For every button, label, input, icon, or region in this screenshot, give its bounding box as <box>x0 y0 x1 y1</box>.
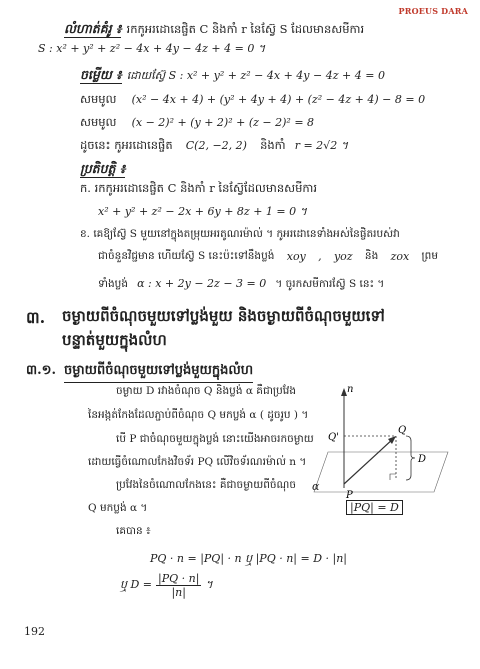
alpha-label: α <box>312 480 320 493</box>
formula-2-prefix: ឬ D = <box>120 577 153 591</box>
solution-line3-prefix: សមមូល <box>80 115 117 129</box>
body-p2-line2: ដោយធ្វើចំណោលកែងវិចទ័រ PQ លើវិចទ័រណរម៉ាល់ n ។ <box>88 456 307 468</box>
exercise-b-line3 <box>98 272 384 293</box>
plane-alpha <box>314 452 448 492</box>
body-p1-line2: នៃអង្កត់កែងដែលភ្ជាប់ពីចំណុច Q មកប្លង់ α ( ដូចរូប ) ។ <box>88 409 309 421</box>
section31-number: ៣.១. <box>26 363 56 378</box>
solution-eq1: ដោយស្វ៊ែ S : x² + y² + z² − 4x + 4y − 4z + 4 = 0 <box>126 69 385 82</box>
exercise-a-equation: x² + y² + z² − 2x + 6y + 8z + 1 = 0 ។ <box>98 205 307 218</box>
body-p3-line1: ប្រវែងនៃចំណោលកែងនេះ គឺជាចម្ងាយពីចំណុច <box>116 479 297 491</box>
header-brand: PROEUS DARA <box>398 6 468 16</box>
section31-title: ចម្ងាយពីចំណុចមួយទៅប្លង់មួយក្នុងលំហ <box>64 362 253 383</box>
solution-line2-prefix: សមមូល <box>80 92 117 106</box>
body-p3-line2: Q មកប្លង់ α ។ <box>88 502 148 514</box>
q-prime-label: Q' <box>328 432 339 443</box>
plane-comma: , <box>318 250 322 263</box>
solution-line1 <box>80 64 385 86</box>
p-label: P <box>346 490 353 501</box>
exercise-a-text: ក. រកកូអរដោនេផ្ចិត C និងកាំ r នៃស្វ៊ែដែលមានសមីការ <box>80 181 317 195</box>
exercise-b-with: ព្រម <box>421 250 438 262</box>
formula-2-fraction <box>156 572 201 599</box>
body-p1-line1: ចម្ងាយ D រវាងចំណុច Q និងប្លង់ α គឺជាប្រវែង <box>116 385 297 397</box>
solution-line2 <box>80 88 425 109</box>
d-label: D <box>418 454 427 465</box>
body-p2-line1: បើ P ជាចំណុចមួយក្នុងប្លង់ នោះយើងអាចរកចម្ងាយ <box>116 433 314 445</box>
plane-alpha-equation: α : x + 2y − 2z − 3 = 0 <box>137 277 267 290</box>
plane-xoy: xoy <box>286 250 306 263</box>
exercise-b-line3-text: ទាំងប្លង់ <box>98 278 128 290</box>
section3-title-line1: ចម្ងាយពីចំណុចមួយទៅប្លង់មួយ និងចម្ងាយពីចំណុចមួយទៅ <box>62 307 385 325</box>
n-label: n <box>347 384 354 395</box>
exercise-b-line3-end: ។ ចូរកសមីការស្វ៊ែ S នេះ ។ <box>275 278 385 290</box>
formula-2-denominator: |n| <box>171 586 186 599</box>
formula-2 <box>120 572 213 599</box>
page-number: 192 <box>24 625 45 638</box>
distance-brace <box>406 436 415 480</box>
body-gives: គេបាន ៖ <box>116 525 151 537</box>
exercise-label: ប្រតិបត្តិ ៖ <box>80 161 126 176</box>
solution-line4-mid: និងកាំ <box>260 138 286 152</box>
formula-2-end: ។ <box>205 577 213 591</box>
exercise-heading <box>80 158 125 180</box>
example-equation: S : x² + y² + z² − 4x + 4y − 4z + 4 = 0 ។ <box>38 42 266 55</box>
solution-center: C(2, −2, 2) <box>185 139 247 152</box>
section3-number: ៣. <box>26 308 46 327</box>
exercise-b-and: និង <box>364 250 379 262</box>
exercise-b-line2-text: ជាចំនួនវិជ្ជមាន ហើយស្វ៊ែ S នេះប៉ះទៅនឹងប្លង់ <box>98 250 275 262</box>
solution-eq2: (x² − 4x + 4) + (y² + 4y + 4) + (z² − 4z + 4) − 8 = 0 <box>131 93 426 106</box>
example-line <box>64 18 364 40</box>
figure-caption-wrap <box>346 496 403 515</box>
solution-label: ចម្លើយ ៖ <box>80 67 122 82</box>
solution-line3 <box>80 111 314 132</box>
example-text: រកកូអរដោនេផ្ចិត C និងកាំ r នៃស្វ៊ែ S ដែលមានសមីការ <box>126 22 365 36</box>
q-label: Q <box>398 425 407 436</box>
solution-line4 <box>80 134 348 155</box>
solution-radius: r = 2√2 ។ <box>294 139 348 152</box>
right-angle-marker <box>390 474 396 480</box>
formula-1: PQ · n = |PQ| · n ឬ |PQ · n| = D · |n| <box>150 552 348 565</box>
plane-yoz: yoz <box>333 250 353 263</box>
section3-title-line2: បន្ទាត់មួយក្នុងលំហ <box>62 331 167 349</box>
example-label: លំហាត់គំរូ ៖ <box>64 21 122 36</box>
exercise-b-line1: ខ. គេឱ្យស្វ៊ែ S មួយនៅក្នុងតម្រុយអរតូណរម៉ាល់ ។ កូអរដោនេទាំងអស់នៃផ្ចិតរបស់វា <box>80 228 400 240</box>
solution-line4-prefix: ដូចនេះ កូអរដោនេផ្ចិត <box>80 138 173 152</box>
exercise-b-line2 <box>98 250 438 265</box>
formula-2-numerator: |PQ · n| <box>158 572 200 585</box>
figure-caption: |PQ| = D <box>346 500 403 515</box>
plane-zox: zox <box>390 250 410 263</box>
solution-eq3: (x − 2)² + (y + 2)² + (z − 2)² = 8 <box>131 116 315 129</box>
pq-vector <box>344 438 394 484</box>
